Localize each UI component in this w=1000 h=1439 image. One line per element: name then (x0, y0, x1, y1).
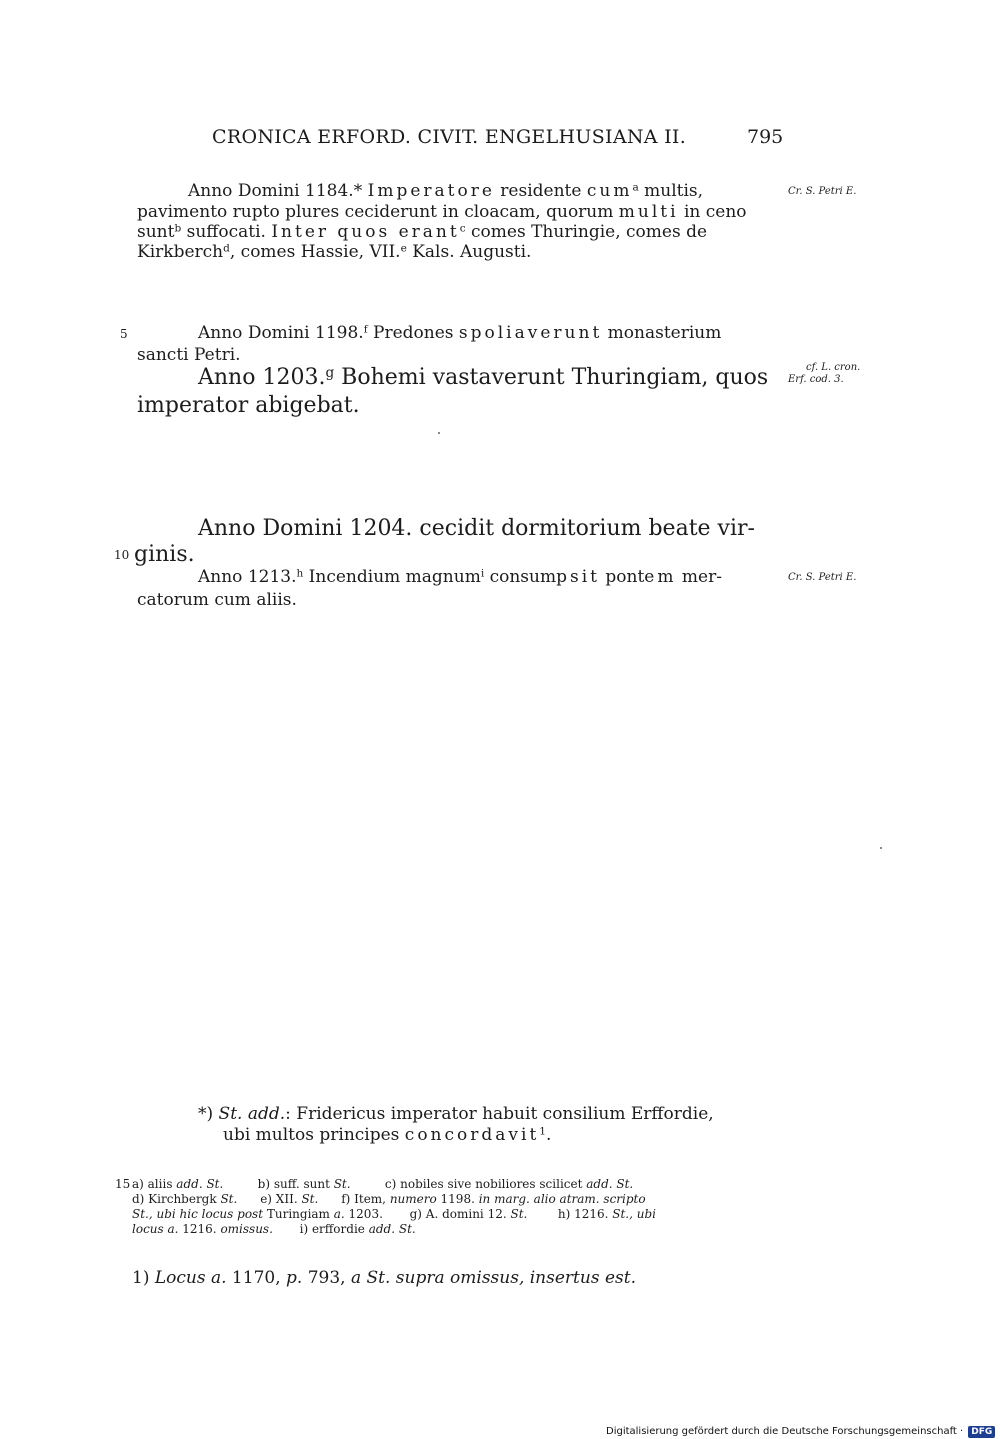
entry-1213-line-1: Anno 1213.$^h$ Incendium magnum$^i$ consumpsit pontem mer- (198, 567, 722, 587)
entry-1184-line-3: sunt$^b$ suffocati. Inter quos erant$^c$ comes Thuringie, comes de (137, 222, 708, 242)
entry-1198-line-2: sancti Petri. (137, 345, 241, 365)
line-number: 5 (120, 327, 128, 341)
funding-text: Digitalisierung gefördert durch die Deutsche Forschungsgemeinschaft · (606, 1426, 964, 1437)
apparatus-line-3: St., ubi hic locus post Turingiam a. 1203. g) A. domini 12. St. h) 1216. St., ubi (132, 1207, 656, 1221)
entry-1184-line-1: Anno Domini 1184.* Imperatore residente cum$^a$ multis, (188, 181, 704, 201)
funding-footer (606, 1419, 995, 1438)
apparatus-line-1: a) aliis add. St. b) suff. sunt St. c) nobiles sive nobiliores scilicet add. St. (132, 1177, 634, 1191)
apparatus-line-4: locus a. 1216. omissus. i) erffordie add. St. (132, 1222, 416, 1236)
entry-1213-line-2: catorum cum aliis. (137, 590, 297, 610)
margin-source-note: Erf. cod. 3. (788, 374, 844, 385)
speck (438, 432, 440, 434)
running-header: CRONICA ERFORD. CIVIT. ENGELHUSIANA II. (212, 126, 687, 148)
line-number: 10 (114, 548, 130, 562)
line-number: 15 (115, 1177, 131, 1191)
apparatus-line-2: d) Kirchbergk St. e) XII. St. f) Item, numero 1198. in marg. alio atram. scripto (132, 1192, 646, 1206)
entry-1203-line-2: imperator abigebat. (137, 393, 360, 418)
footnote-1: 1) Locus a. 1170, p. 793, a St. supra omissus, insertus est. (132, 1268, 636, 1288)
star-note-line-2: ubi multos principes concordavit$^1$. (223, 1125, 552, 1145)
entry-1184-line-2: pavimento rupto plures ceciderunt in cloacam, quorum multi in ceno (137, 202, 747, 222)
speck (880, 847, 882, 849)
entry-1204-line-2: ginis. (134, 542, 195, 567)
entry-1204-line-1: Anno Domini 1204. cecidit dormitorium beate vir- (198, 516, 755, 541)
star-note-line-1: *) St. add.: Fridericus imperator habuit consilium Erffordie, (198, 1104, 714, 1124)
margin-source-note: Cr. S. Petri E. (788, 186, 857, 197)
dfg-logo: DFG (968, 1426, 995, 1438)
entry-1198-line-1: Anno Domini 1198.$^f$ Predones spoliaverunt monasterium (198, 323, 722, 343)
entry-1203-line-1: Anno 1203.$^g$ Bohemi vastaverunt Thuringiam, quos (198, 365, 769, 390)
entry-1184-line-4: Kirkberch$^d$, comes Hassie, VII.$^e$ Kals. Augusti. (137, 242, 532, 262)
margin-source-note: cf. L. cron. (806, 362, 861, 373)
margin-source-note: Cr. S. Petri E. (788, 572, 857, 583)
page-number: 795 (747, 126, 784, 148)
